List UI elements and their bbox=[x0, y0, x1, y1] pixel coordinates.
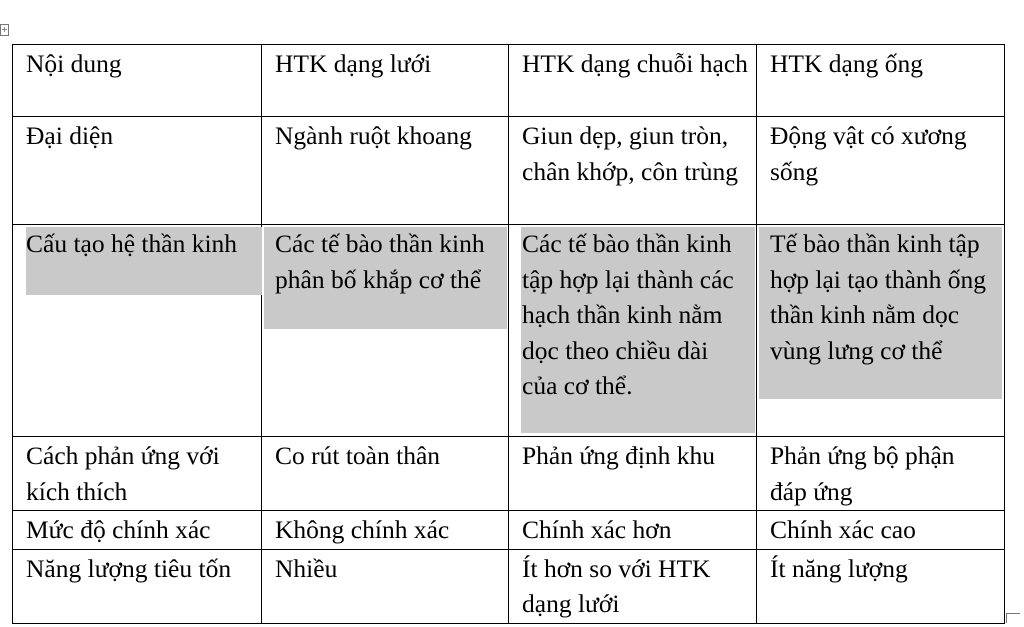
cell-text: Mức độ chính xác bbox=[26, 515, 211, 544]
cell-text: Cấu tạo hệ thần kinh bbox=[26, 229, 238, 258]
table-cell[interactable] bbox=[262, 225, 509, 437]
table-cell[interactable] bbox=[262, 117, 509, 225]
table-cell[interactable] bbox=[757, 437, 1005, 511]
cell-text: Động vật có xương sống bbox=[770, 121, 967, 186]
table-resize-icon[interactable] bbox=[1006, 613, 1020, 623]
table-cell[interactable] bbox=[13, 45, 262, 117]
table-cell[interactable] bbox=[509, 225, 757, 437]
cell-text: Đại diện bbox=[26, 121, 114, 150]
table-cell[interactable] bbox=[757, 549, 1005, 623]
cell-text: HTK dạng lưới bbox=[275, 49, 432, 78]
table-row bbox=[13, 437, 1005, 511]
table-cell[interactable] bbox=[262, 549, 509, 623]
table-cell[interactable] bbox=[13, 117, 262, 225]
cell-text: Chính xác hơn bbox=[522, 515, 672, 544]
table-row-highlighted bbox=[13, 225, 1005, 437]
cell-text: HTK dạng ống bbox=[770, 49, 923, 78]
cell-text: Cách phản ứng với kích thích bbox=[26, 441, 220, 506]
cell-text: Các tế bào thần kinh phân bố khắp cơ thể bbox=[275, 229, 485, 294]
cell-text: Giun dẹp, giun tròn, chân khớp, côn trùng bbox=[522, 121, 739, 186]
table-cell[interactable] bbox=[13, 511, 262, 550]
table-cell[interactable] bbox=[262, 45, 509, 117]
cell-text: Các tế bào thần kinh tập hợp lại thành các hạch thần kinh nằm dọc theo chiều dài của cơ thể. bbox=[522, 229, 734, 400]
table-cell[interactable] bbox=[757, 45, 1005, 117]
table-cell[interactable] bbox=[262, 437, 509, 511]
table-cell[interactable] bbox=[509, 511, 757, 550]
comparison-table bbox=[12, 44, 1005, 624]
cell-text: Ít hơn so với HTK dạng lưới bbox=[522, 553, 711, 618]
cell-text: Phản ứng bộ phận đáp ứng bbox=[770, 441, 955, 506]
table-cell[interactable] bbox=[509, 437, 757, 511]
table-cell[interactable] bbox=[509, 45, 757, 117]
cell-text: Chính xác cao bbox=[770, 515, 916, 544]
cell-text: Ít năng lượng bbox=[770, 553, 908, 583]
cell-text: Nội dung bbox=[26, 49, 122, 78]
cell-text: Nhiều bbox=[275, 553, 338, 583]
table-cell[interactable] bbox=[757, 225, 1005, 437]
table-cell[interactable] bbox=[13, 437, 262, 511]
cell-text: Không chính xác bbox=[275, 515, 450, 544]
cell-text: Co rút toàn thân bbox=[275, 441, 441, 470]
table-row bbox=[13, 117, 1005, 225]
table-row bbox=[13, 549, 1005, 623]
table-move-icon[interactable]: + bbox=[1, 25, 8, 34]
cell-text: Năng lượng tiêu tốn bbox=[26, 553, 232, 583]
cell-text: Ngành ruột khoang bbox=[275, 121, 472, 150]
table-row bbox=[13, 511, 1005, 550]
cell-text: Tế bào thần kinh tập hợp lại tạo thành ống thần kinh nằm dọc vùng lưng cơ thể bbox=[770, 229, 987, 365]
table-cell[interactable] bbox=[13, 549, 262, 623]
table-cell[interactable] bbox=[13, 225, 262, 437]
table-cell[interactable] bbox=[757, 117, 1005, 225]
table-cell[interactable] bbox=[509, 549, 757, 623]
cell-text: Phản ứng định khu bbox=[522, 441, 716, 470]
table-cell[interactable] bbox=[509, 117, 757, 225]
table-row-header bbox=[13, 45, 1005, 117]
cell-text: HTK dạng chuỗi hạch bbox=[522, 49, 748, 78]
table-cell[interactable] bbox=[262, 511, 509, 550]
table-cell[interactable] bbox=[757, 511, 1005, 550]
